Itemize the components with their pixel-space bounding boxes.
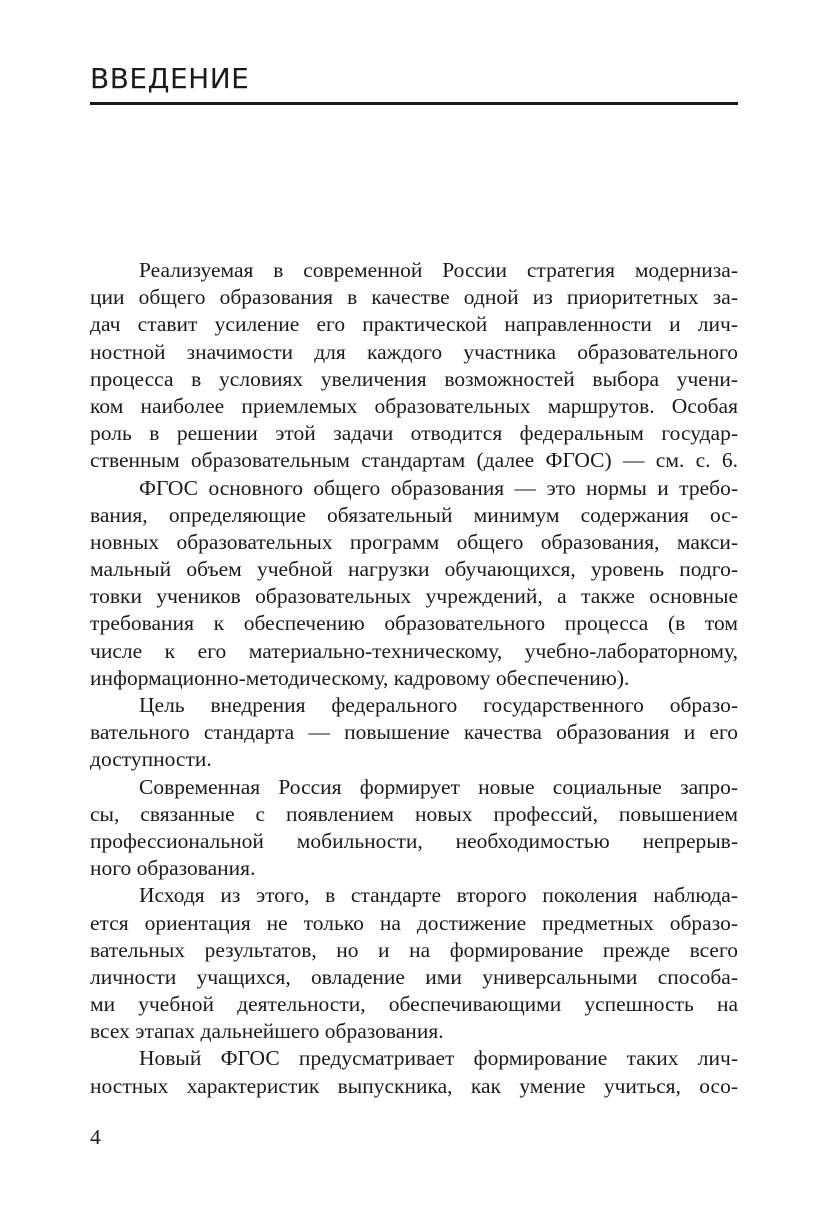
text-line: ностных характеристик выпускника, как умение учиться, осо-: [90, 1073, 738, 1098]
text-line: дач ставит усиление его практической направленности и лич-: [90, 312, 738, 337]
text-line: мальный объем учебной нагрузки обучающихся, уровень подго-: [90, 557, 738, 582]
text-line: Исходя из этого, в стандарте второго поколения наблюда-: [139, 883, 738, 908]
text-line: всех этапах дальнейшего образования.: [90, 1019, 444, 1044]
text-line: ется ориентация не только на достижение предметных образо-: [90, 910, 738, 935]
text-line: личности учащихся, овладение ими универсальными способа-: [90, 964, 738, 989]
text-line: ции общего образования в качестве одной из приоритетных за-: [90, 285, 738, 310]
text-line: ностной значимости для каждого участника образовательного: [90, 339, 738, 364]
text-line: профессиональной мобильности, необходимостью непрерыв-: [90, 828, 738, 853]
text-line: ного образования.: [90, 856, 256, 881]
text-line: сы, связанные с появлением новых профессий, повышением: [90, 801, 738, 826]
text-line: вания, определяющие обязательный минимум содержания ос-: [90, 502, 738, 527]
text-line: ми учебной деятельности, обеспечивающими успешность на: [90, 992, 738, 1017]
text-line: процесса в условиях увеличения возможностей выбора учени-: [90, 366, 738, 391]
text-line: Реализуемая в современной России стратегия модерниза-: [139, 258, 738, 282]
text-line: информационно-методическому, кадровому обеспечению).: [90, 665, 630, 690]
text-line: числе к его материально-техническому, учебно-лабораторному,: [90, 638, 738, 663]
title-rule: [90, 102, 738, 105]
text-line: ФГОС основного общего образования — это нормы и требо-: [139, 475, 738, 500]
body-text: [90, 257, 738, 1100]
text-line: Новый ФГОС предусматривает формирование таких лич-: [139, 1046, 738, 1071]
text-line: роль в решении этой задачи отводится федеральным государ-: [90, 421, 738, 446]
text-line: новных образовательных программ общего образования, макси-: [90, 529, 738, 554]
page-number: 4: [90, 1125, 101, 1149]
text-line: доступности.: [90, 747, 212, 772]
text-line: ком наиболее приемлемых образовательных маршрутов. Особая: [90, 393, 738, 418]
text-line: требования к обеспечению образовательного процесса (в том: [90, 611, 738, 636]
text-line: товки учеников образовательных учреждений, а также основные: [90, 584, 738, 609]
text-line: вательного стандарта — повышение качества образования и его: [90, 720, 738, 745]
page-title: ВВЕДЕНИЕ: [90, 62, 250, 95]
text-line: Цель внедрения федерального государственного образо-: [139, 693, 738, 717]
text-line: вательных результатов, но и на формирование прежде всего: [90, 937, 738, 962]
text-line: ственным образовательным стандартам (далее ФГОС) — см. с. 6.: [90, 448, 738, 473]
text-line: Современная Россия формирует новые социальные запро-: [139, 774, 738, 799]
